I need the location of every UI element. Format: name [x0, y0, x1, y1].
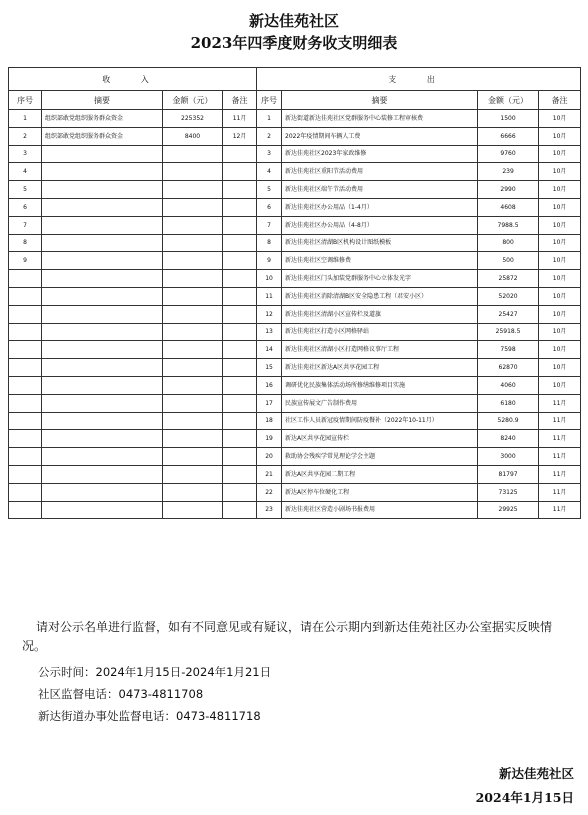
income-desc-cell [42, 341, 163, 359]
income-desc-cell [42, 376, 163, 394]
expense-note-cell: 11月 [539, 394, 581, 412]
expense-no-cell: 14 [257, 341, 282, 359]
income-amount-cell [163, 483, 223, 501]
table-row [9, 234, 581, 252]
expense-amount-cell: 25918.5 [478, 323, 539, 341]
income-desc-cell [42, 252, 163, 270]
income-no-cell: 3 [9, 145, 42, 163]
expense-amount-cell: 7598 [478, 341, 539, 359]
expense-desc-cell: 新达街道新达佳苑社区党群服务中心装修工程审核费 [282, 110, 478, 128]
expense-note-cell: 10月 [539, 376, 581, 394]
col-no: 序号 [257, 91, 282, 110]
expense-no-cell: 18 [257, 412, 282, 430]
expense-amount-cell: 4608 [478, 198, 539, 216]
expense-desc-cell: 民族宣传展文广告制作费用 [282, 394, 478, 412]
income-no-cell [9, 448, 42, 466]
expense-no-cell: 20 [257, 448, 282, 466]
income-amount-cell [163, 465, 223, 483]
income-no-cell [9, 501, 42, 519]
income-note-cell: 11月 [223, 110, 257, 128]
expense-no-cell: 9 [257, 252, 282, 270]
expense-note-cell: 10月 [539, 145, 581, 163]
expense-note-cell: 10月 [539, 252, 581, 270]
income-note-cell [223, 270, 257, 288]
income-no-cell [9, 376, 42, 394]
expense-desc-cell: 新达A区停车位硬化工程 [282, 483, 478, 501]
expense-amount-cell: 1500 [478, 110, 539, 128]
expense-desc-cell: 新达佳苑社区空调维修费 [282, 252, 478, 270]
income-amount-cell [163, 163, 223, 181]
org-title: 新达佳苑社区 [248, 12, 339, 30]
notice-text: 请对公示名单进行监督，如有不同意见或有疑议，请在公示期内到新达佳苑社区办公室据实反映情况。 [22, 620, 553, 653]
expense-note-cell: 10月 [539, 181, 581, 199]
table-row [9, 376, 581, 394]
expense-note-cell: 11月 [539, 501, 581, 519]
expense-amount-cell: 62870 [478, 359, 539, 377]
community-phone: 社区监督电话：0473-4811708 [38, 687, 204, 701]
income-desc-cell [42, 448, 163, 466]
income-no-cell: 1 [9, 110, 42, 128]
income-amount-cell: 8400 [163, 127, 223, 145]
table-row [9, 394, 581, 412]
col-amount: 金额（元） [478, 91, 539, 110]
expense-desc-cell: 新达佳苑社区清湖小区打造网格议事厅工程 [282, 341, 478, 359]
income-desc-cell [42, 270, 163, 288]
expense-desc-cell: 新达佳苑社区营造小剧场书报费用 [282, 501, 478, 519]
expense-no-cell: 3 [257, 145, 282, 163]
table-row [9, 127, 581, 145]
expense-desc-cell: 新达佳苑社区门头加装党群服务中心立体发光字 [282, 270, 478, 288]
income-desc-cell [42, 359, 163, 377]
income-note-cell [223, 465, 257, 483]
income-note-cell [223, 163, 257, 181]
income-amount-cell [163, 216, 223, 234]
expense-desc-cell: 新达佳苑社区办公用品（4-8月） [282, 216, 478, 234]
income-note-cell [223, 287, 257, 305]
expense-no-cell: 8 [257, 234, 282, 252]
income-no-cell [9, 287, 42, 305]
col-desc: 摘要 [42, 91, 163, 110]
income-amount-cell [163, 501, 223, 519]
income-amount-cell [163, 270, 223, 288]
expense-no-cell: 2 [257, 127, 282, 145]
income-desc-cell [42, 465, 163, 483]
table-row [9, 110, 581, 128]
income-no-cell: 6 [9, 198, 42, 216]
table-row [9, 448, 581, 466]
expense-desc-cell: 调研优化民族集体活动场所修缮维修项目实施 [282, 376, 478, 394]
income-amount-cell [163, 198, 223, 216]
table-row [9, 430, 581, 448]
expense-note-cell: 11月 [539, 412, 581, 430]
income-no-cell [9, 323, 42, 341]
table-row [9, 359, 581, 377]
income-note-cell [223, 394, 257, 412]
table-row [9, 270, 581, 288]
income-desc-cell [42, 181, 163, 199]
income-desc-cell [42, 501, 163, 519]
income-amount-cell [163, 234, 223, 252]
table-row [9, 412, 581, 430]
income-amount-cell [163, 252, 223, 270]
expense-note-cell: 11月 [539, 430, 581, 448]
expense-desc-cell: 新达佳苑社区新达A区共享花园工程 [282, 359, 478, 377]
income-amount-cell [163, 305, 223, 323]
income-desc-cell [42, 412, 163, 430]
table-row [9, 341, 581, 359]
income-note-cell [223, 252, 257, 270]
expense-amount-cell: 8240 [478, 430, 539, 448]
income-no-cell [9, 305, 42, 323]
table-row [9, 198, 581, 216]
notice-period: 公示时间：2024年1月15日-2024年1月21日 [38, 665, 272, 679]
finance-table [8, 67, 581, 519]
income-note-cell [223, 448, 257, 466]
expense-note-cell: 10月 [539, 270, 581, 288]
expense-amount-cell: 9760 [478, 145, 539, 163]
expense-amount-cell: 73125 [478, 483, 539, 501]
expense-heading: 支 出 [257, 68, 581, 91]
expense-note-cell: 10月 [539, 163, 581, 181]
income-note-cell [223, 198, 257, 216]
expense-note-cell: 11月 [539, 448, 581, 466]
expense-no-cell: 15 [257, 359, 282, 377]
income-desc-cell: 组织部敢党组织服务群众资金 [42, 127, 163, 145]
income-amount-cell [163, 181, 223, 199]
expense-no-cell: 16 [257, 376, 282, 394]
signature-date: 2024年1月15日 [475, 790, 574, 805]
expense-desc-cell: 新达佳苑社区打造小区网格驿站 [282, 323, 478, 341]
table-body [9, 110, 581, 519]
expense-note-cell: 10月 [539, 234, 581, 252]
expense-desc-cell: 新达佳苑社区清湖小区宣传栏及道旗 [282, 305, 478, 323]
income-amount-cell [163, 145, 223, 163]
expense-desc-cell: 社区工作人员新冠疫情期间防疫餐补（2022年10-11月） [282, 412, 478, 430]
expense-desc-cell: 新达A区共享花园二期工程 [282, 465, 478, 483]
income-no-cell: 9 [9, 252, 42, 270]
expense-amount-cell: 25427 [478, 305, 539, 323]
income-no-cell [9, 270, 42, 288]
expense-amount-cell: 6666 [478, 127, 539, 145]
expense-amount-cell: 29925 [478, 501, 539, 519]
income-note-cell [223, 430, 257, 448]
table-row [9, 181, 581, 199]
income-note-cell: 12月 [223, 127, 257, 145]
income-amount-cell [163, 323, 223, 341]
expense-no-cell: 12 [257, 305, 282, 323]
income-no-cell [9, 359, 42, 377]
expense-note-cell: 10月 [539, 216, 581, 234]
expense-no-cell: 11 [257, 287, 282, 305]
income-amount-cell [163, 430, 223, 448]
expense-no-cell: 10 [257, 270, 282, 288]
table-row [9, 145, 581, 163]
expense-amount-cell: 2990 [478, 181, 539, 199]
table-row [9, 501, 581, 519]
income-note-cell [223, 305, 257, 323]
col-amount: 金额（元） [163, 91, 223, 110]
expense-amount-cell: 52020 [478, 287, 539, 305]
expense-no-cell: 5 [257, 181, 282, 199]
income-amount-cell [163, 394, 223, 412]
expense-note-cell: 10月 [539, 287, 581, 305]
expense-note-cell: 10月 [539, 198, 581, 216]
income-amount-cell: 225352 [163, 110, 223, 128]
document-title: 2023年四季度财务收支明细表 [190, 34, 398, 52]
table-row [9, 483, 581, 501]
table-row [9, 252, 581, 270]
expense-note-cell: 10月 [539, 341, 581, 359]
expense-no-cell: 23 [257, 501, 282, 519]
table-row [9, 287, 581, 305]
income-no-cell [9, 430, 42, 448]
expense-no-cell: 17 [257, 394, 282, 412]
income-desc-cell [42, 483, 163, 501]
income-note-cell [223, 376, 257, 394]
expense-desc-cell: 新达佳苑社区清湖B区机构设计图纸模板 [282, 234, 478, 252]
signature-org: 新达佳苑社区 [498, 766, 574, 781]
expense-amount-cell: 800 [478, 234, 539, 252]
table-row [9, 216, 581, 234]
expense-amount-cell: 500 [478, 252, 539, 270]
income-amount-cell [163, 448, 223, 466]
expense-note-cell: 10月 [539, 127, 581, 145]
income-no-cell: 2 [9, 127, 42, 145]
expense-no-cell: 19 [257, 430, 282, 448]
income-amount-cell [163, 359, 223, 377]
expense-note-cell: 10月 [539, 323, 581, 341]
expense-no-cell: 1 [257, 110, 282, 128]
expense-desc-cell: 新达佳苑社区办公用品（1-4月） [282, 198, 478, 216]
expense-note-cell: 10月 [539, 359, 581, 377]
expense-amount-cell: 6180 [478, 394, 539, 412]
income-amount-cell [163, 287, 223, 305]
expense-amount-cell: 81797 [478, 465, 539, 483]
expense-no-cell: 6 [257, 198, 282, 216]
notice [22, 618, 572, 656]
income-desc-cell: 组织部敢党组织服务群众资金 [42, 110, 163, 128]
expense-note-cell: 10月 [539, 305, 581, 323]
income-note-cell [223, 341, 257, 359]
income-note-cell [223, 234, 257, 252]
table-row [9, 323, 581, 341]
income-desc-cell [42, 198, 163, 216]
expense-amount-cell: 5280.9 [478, 412, 539, 430]
income-note-cell [223, 181, 257, 199]
income-amount-cell [163, 376, 223, 394]
col-note: 备注 [223, 91, 257, 110]
expense-note-cell: 10月 [539, 110, 581, 128]
income-desc-cell [42, 216, 163, 234]
expense-desc-cell: 新达佳苑社区2023年家政维修 [282, 145, 478, 163]
col-no: 序号 [9, 91, 42, 110]
income-amount-cell [163, 412, 223, 430]
expense-note-cell: 11月 [539, 483, 581, 501]
expense-amount-cell: 239 [478, 163, 539, 181]
expense-desc-cell: 新达A区共享花园宣传栏 [282, 430, 478, 448]
expense-no-cell: 21 [257, 465, 282, 483]
income-desc-cell [42, 430, 163, 448]
income-no-cell [9, 412, 42, 430]
income-no-cell [9, 465, 42, 483]
income-desc-cell [42, 145, 163, 163]
table-row [9, 465, 581, 483]
street-phone: 新达街道办事处监督电话：0473-4811718 [38, 709, 261, 723]
expense-desc-cell: 救助协会残疾学常见理论学会主题 [282, 448, 478, 466]
income-note-cell [223, 216, 257, 234]
expense-no-cell: 7 [257, 216, 282, 234]
income-no-cell: 5 [9, 181, 42, 199]
income-note-cell [223, 359, 257, 377]
expense-no-cell: 22 [257, 483, 282, 501]
income-desc-cell [42, 287, 163, 305]
expense-amount-cell: 3000 [478, 448, 539, 466]
expense-desc-cell: 新达佳苑社区消除清湖B区安全隐患工程（君安小区） [282, 287, 478, 305]
col-note: 备注 [539, 91, 581, 110]
expense-desc-cell: 2022年疫情期间车辆人工费 [282, 127, 478, 145]
income-no-cell: 8 [9, 234, 42, 252]
table-row [9, 163, 581, 181]
income-note-cell [223, 412, 257, 430]
income-note-cell [223, 145, 257, 163]
income-note-cell [223, 323, 257, 341]
income-note-cell [223, 483, 257, 501]
expense-desc-cell: 新达佳苑社区端午节活动费用 [282, 181, 478, 199]
income-desc-cell [42, 394, 163, 412]
income-amount-cell [163, 341, 223, 359]
income-no-cell [9, 483, 42, 501]
expense-note-cell: 11月 [539, 465, 581, 483]
expense-amount-cell: 7988.5 [478, 216, 539, 234]
income-no-cell: 4 [9, 163, 42, 181]
income-no-cell: 7 [9, 216, 42, 234]
expense-desc-cell: 新达佳苑社区重阳节活动费用 [282, 163, 478, 181]
expense-amount-cell: 25872 [478, 270, 539, 288]
income-no-cell [9, 341, 42, 359]
expense-no-cell: 4 [257, 163, 282, 181]
income-heading: 收 入 [9, 68, 257, 91]
expense-amount-cell: 4060 [478, 376, 539, 394]
income-note-cell [223, 501, 257, 519]
income-desc-cell [42, 305, 163, 323]
col-desc: 摘要 [282, 91, 478, 110]
income-desc-cell [42, 234, 163, 252]
income-desc-cell [42, 323, 163, 341]
table-row [9, 305, 581, 323]
income-no-cell [9, 394, 42, 412]
expense-no-cell: 13 [257, 323, 282, 341]
income-desc-cell [42, 163, 163, 181]
